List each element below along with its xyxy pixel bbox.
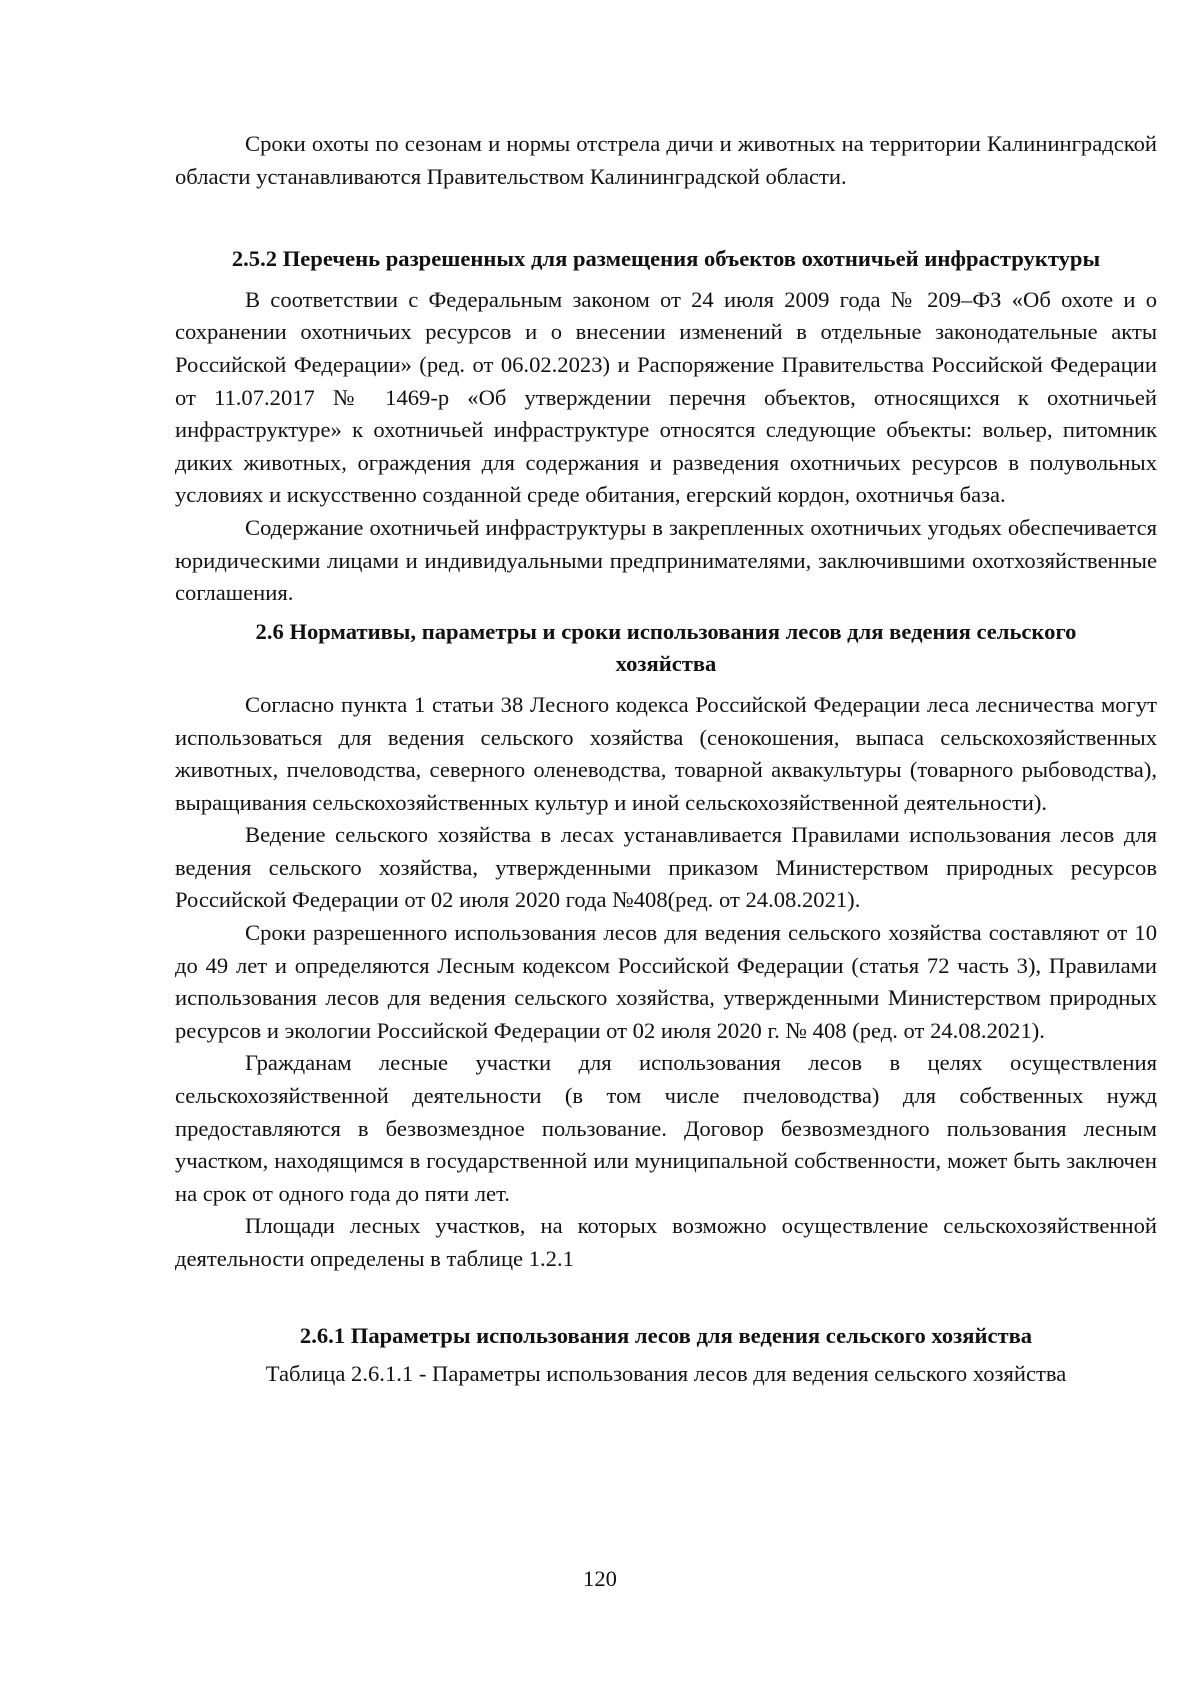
heading-2-6-1: 2.6.1 Параметры использования лесов для ведения сельского хозяйства [299,1322,1033,1348]
paragraph-usage-terms: Сроки разрешенного использования лесов для ведения сельского хозяйства составляют от 10 до 49 лет и определяются Лесным кодексом Российской Федерации (статья 72 часть 3), Правилами использования лесов для ведения сельского хозяйства, утвержденными Министерством природных ресурсов и экологии Российской Федерации от 02 июля 2020 г. № 408 (ред. от 24.08.2021). [175,920,1157,1043]
paragraph-agriculture-rules: Ведение сельского хозяйства в лесах устанавливается Правилами использования лесов для ведения сельского хозяйства, утвержденными приказом Министерством природных ресурсов Российской Федерации от 02 июля 2020 года №408(ред. от 24.08.2021). [175,822,1157,913]
paragraph-citizens-plots: Гражданам лесные участки для использования лесов в целях осуществления сельскохозяйственной деятельности (в том числе пчеловодства) для собственных нужд предоставляются в безвозмездное пользование. Договор безвозмездного пользования лесным участком, находящимся в государственной или муниципальной собственности, может быть заключен на срок от одного года до пяти лет. [175,1050,1157,1206]
paragraph-forest-code-article-38: Согласно пункта 1 статьи 38 Лесного кодекса Российской Федерации леса лесничества могут использоваться для ведения сельского хозяйства (сенокошения, выпаса сельскохозяйственных животных, пчеловодства, северного оленеводства, товарной аквакультуры (товарного рыбоводства), выращивания сельскохозяйственных культур и иной сельскохозяйственной деятельности). [175,691,1157,815]
paragraph-hunting-infrastructure-law: В соответствии с Федеральным законом от 24 июля 2009 года № 209–ФЗ «Об охоте и о сохранении охотничьих ресурсов и о внесении изменений в отдельные законодательные акты Российской Федерации» (ред. от 06.02.2023) и Распоряжение Правительства Российской Федерации от 11.07.2017 № 1469-р «Об утверждении перечня объектов, относящихся к охотничьей инфраструктуре» к охотничьей инфраструктуре относятся следующие объекты: вольер, питомник диких животных, ограждения для содержания и разведения охотничьих ресурсов в полувольных условиях и искусственно созданной среде обитания, егерский кордон, охотничья база. [175,286,1157,508]
document-page [175,128,1157,1391]
paragraph-plot-areas: Площади лесных участков, на которых возможно осуществление сельскохозяйственной деятельности определены в таблице 1.2.1 [175,1213,1157,1271]
table-caption: Таблица 2.6.1.1 - Параметры использования лесов для ведения сельского хозяйства [265,1361,1067,1387]
heading-2-6: 2.6 Нормативы, параметры и сроки использования лесов для ведения сельского хозяйства [255,618,1077,677]
heading-2-5-2: 2.5.2 Перечень разрешенных для размещения объектов охотничьей инфраструктуры [231,246,1101,272]
paragraph-infrastructure-maintenance: Содержание охотничьей инфраструктуры в закрепленных охотничьих угодьях обеспечивается юридическими лицами и индивидуальными предпринимателями, заключившими охотхозяйственные соглашения. [175,514,1157,606]
paragraph-hunting-seasons: Сроки охоты по сезонам и нормы отстрела дичи и животных на территории Калининградской области устанавливаются Правительством Калининградской области. [175,131,1157,189]
page-number: 120 [583,1566,617,1591]
